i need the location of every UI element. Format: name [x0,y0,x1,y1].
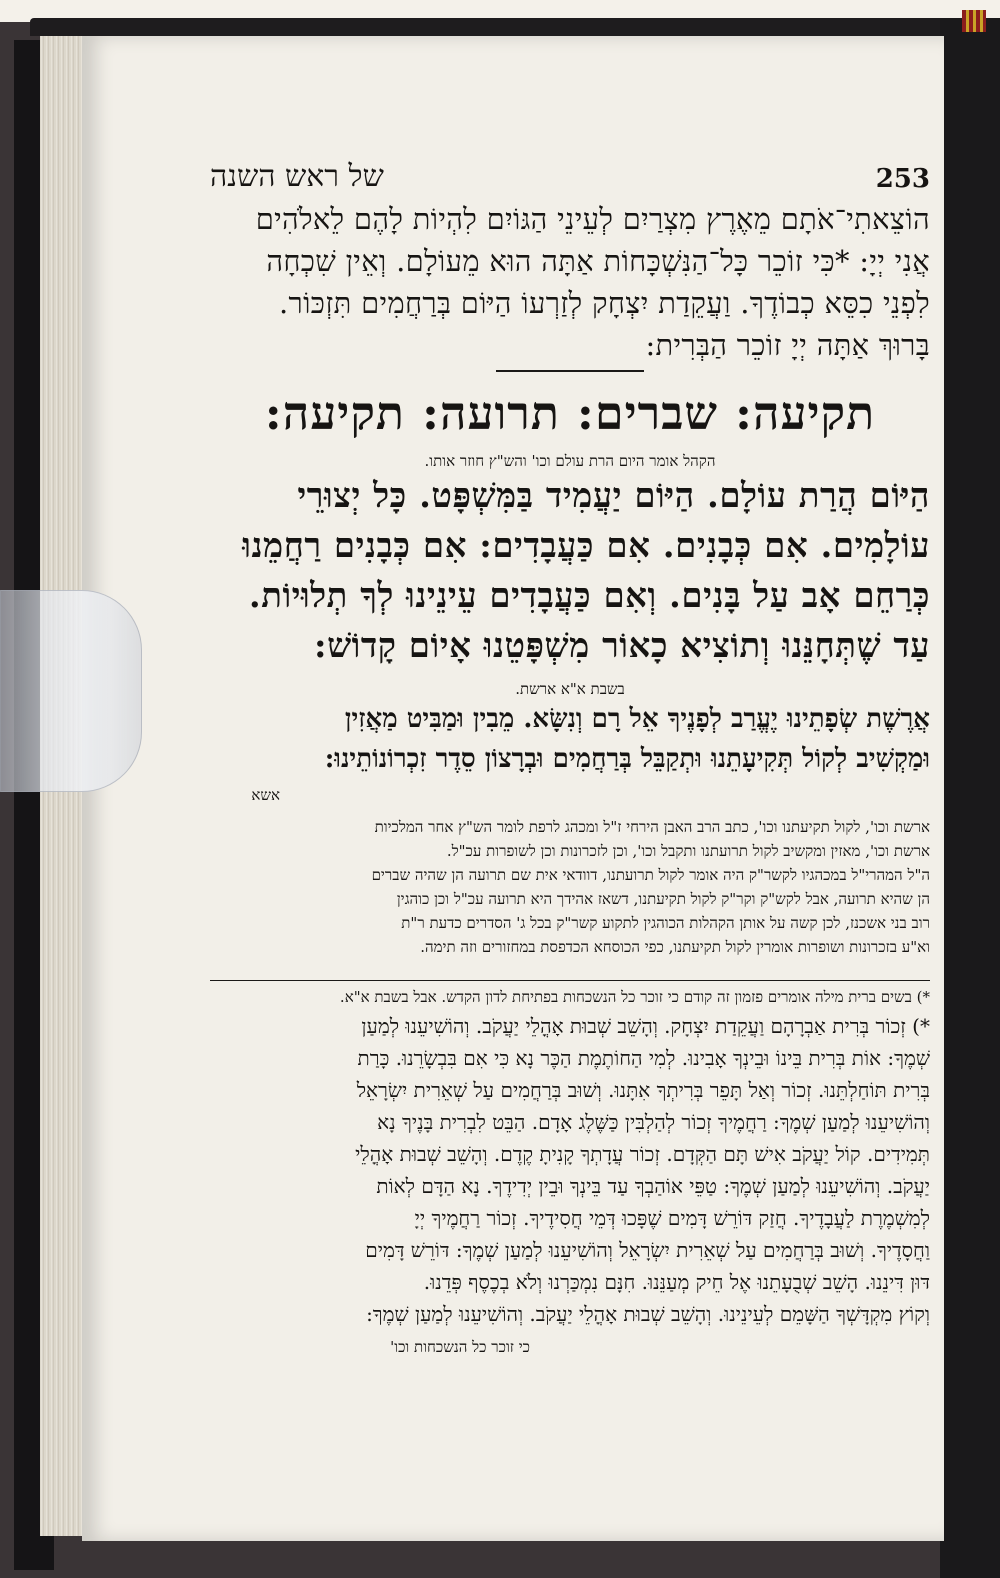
commentary-line: רוב בני אשכנז, לכן קשה על אותן הקהלות הכוהגין לתקוע קשר"ק בכל ג' הסדרים כדעת ר"ת [401,914,930,932]
footnote-line: וְהוֹשִׁיעֵנוּ לְמַעַן שְׁמֶךָ: רַחֲמֶיךָ זְכוֹר לְהַלְבִּין כַּשֶּׁלֶג אָדָם. הַבֵּט לִבְרִית בָּנֶיךָ נָא [377,1110,930,1134]
catchword: אשא [251,786,280,804]
footnote-line: יַעֲקֹב. וְהוֹשִׁיעֵנוּ לְמַעַן שְׁמֶךָ: טַפֵּי אוֹהַבְךָ עַד בֵּינְךָ וּבֵין יְדִידֶךָ. נָא הַדָּם לְאוֹת [376,1174,930,1198]
text-line: וּמַקְשִׁיב לְקוֹל תְּקִיעָתֵנוּ וּתְקַבֵּל בְּרַחֲמִים וּבְרָצוֹן סֵדֶר זִכְרוֹנוֹתֵינוּ: [324,744,930,774]
text-line: כְּרַחֵם אָב עַל בָּנִים. וְאִם כַּעֲבָדִים עֵינֵינוּ לְךָ תְלוּיוֹת. [248,576,930,616]
text-line: בָּרוּךְ אַתָּה יְיָ זוֹכֵר הַבְּרִית: [645,328,930,362]
commentary-line: הן שהיא תרועה, אבל לקש"ק וקר"ק לקול תקיעתנו, דשאז אהידך היא תרועה עכ"ל וכן כוהגין [396,890,930,908]
text-line: לִפְנֵי כִסֵּא כְבוֹדֶךָ. וַעֲקֵדַת יִצְחָק לְזַרְעוֹ הַיּוֹם בְּרַחֲמִים תִּזְכּוֹר. [279,286,930,320]
footnote-divider [210,980,930,981]
section-divider [496,370,644,372]
footnote-line: דּוּן דִּינֵנוּ. הָשֵׁב שְׁבֻעָתֵנוּ אֶל חֵיק מְעַנֵּנוּ. חִנָּם נִמְכַּרְנוּ וְלֹא בְכֶסֶף פְּדֵנוּ. [423,1270,930,1294]
book-cover-right [940,18,1000,1578]
shofar-title: תקיעה: שברים: תרועה: תקיעה: [264,386,876,440]
footnote-line: וְקוֹץ מִקְדָּשְׁךָ הַשָּׁמֵם לְעֵינֵינוּ. וְהָשֵׁב שְׁבוּת אָהֳלֵי יַעֲקֹב. וְהוֹשִׁיעֵנוּ לְמַעַן שְׁמֶךָ: [366,1302,930,1326]
running-title: של ראש השנה [210,159,384,194]
instruction-line: הקהל אומר היום הרת עולם וכו' והש"ץ חוזר אותו. [424,452,716,470]
page-number: 253 [875,164,930,194]
footnote-catchword: כי זוכר כל הנשכחות וכו' [390,1338,530,1356]
footnote-line: וַחֲסָדֶיךָ. וְשׁוּב בְּרַחֲמִים עַל שְׁאֵרִית יִשְׂרָאֵל וְהוֹשִׁיעֵנוּ לְמַעַן שְׁמֶךָ: דּוֹרֵשׁ דָּמִים [365,1238,930,1262]
footnote-header: *) בשים ברית מילה אומרים פזמון זה קודם כי זוכר כל הנשכחות בפתיחת לדון הקדש. אבל בשבת א"א. [339,988,930,1006]
instruction-line: בשבת א"א ארשת. [515,680,625,698]
bookmark-ribbon [962,10,986,32]
footnote-line: שְׁמֶךָ: אוֹת בְּרִית בֵּינוֹ וּבֵינְךָ אָבִינוּ. לְמִי הַחוֹתֶמֶת הַכֶּר נָא כִּי אִם בִּבְשָׂרֵנוּ. כָּרַת [357,1046,930,1070]
text-line: אֲרֶשֶׁת שְׂפָתֵינוּ יֶעֱרַב לְפָנֶיךָ אֵל רָם וְנִשָּׂא. מֵבִין וּמַבִּיט מַאֲזִין [344,704,930,734]
book-cover-top [30,18,960,36]
commentary-line: וא"ע בזכרונות ושופרות אומרין לקול תקיעתנו, כפי הכוסחא הכדפסת במחזורים וזה תימה. [420,938,930,956]
text-line: עוֹלָמִים. אִם כְּבָנִים. אִם כַּעֲבָדִים: אִם כְּבָנִים רַחֲמֵנוּ [242,526,930,566]
page-clip [0,590,142,792]
footnote-line: בְּרִית תּוֹחַלְתֵּנוּ. זְכוֹר וְאַל תָּפֵר בְּרִיתְךָ אִתָּנוּ. וְשׁוּב בְּרַחֲמִים עַל שְׁאֵרִית יִשְׂרָאֵל [356,1078,930,1102]
commentary-line: ארשת וכו', מאזין ומקשיב לקול תרועתנו ותקבל וכו', וכן לזכרונות וכן לשופרות עכ"ל. [446,842,930,860]
commentary-line: ה"ל המהרי"ל במכהגיו לקשר"ק היה אומר לקול תרועתנו, דוודאי אית שם תרועה הן שהיה שברים [371,866,930,884]
footnote-line: תְּמִידִים. קוֹל יַעֲקֹב אִישׁ תָּם הַקְּדָם. זְכוֹר עֲדָתְךָ קָנִיתָ קֶדֶם. וְהָשֵׁב שְׁבוּת אָהֳלֵי [355,1142,930,1166]
text-line: הַיּוֹם הֲרַת עוֹלָם. הַיּוֹם יַעֲמִיד בַּמִּשְׁפָּט. כָּל יְצוּרֵי [297,476,930,516]
text-line: אֲנִי יְיָ: *כִּי זוֹכֵר כָּל־הַנִּשְׁכָּחוֹת אַתָּה הוּא מֵעוֹלָם. וְאֵין שִׁכְחָה [266,244,930,278]
commentary-line: ארשת וכו', לקול תקיעתנו וכו', כתב הרב האבן הירחי ז"ל ומכהג לרפת לומר הש"ץ אחר המלכיות [374,818,930,836]
text-line: הוֹצֵאתִי־אֹתָם מֵאֶרֶץ מִצְרַיִם לְעֵינֵי הַגּוֹיִם לִהְיוֹת לָהֶם לֵאלֹהִים [255,202,930,236]
page-header [210,150,930,194]
text-line: עַד שֶׁתְּחָנֵּנוּ וְתוֹצִיא כָאוֹר מִשְׁפָּטֵנוּ אָיוֹם קָדוֹשׁ: [314,626,930,666]
footnote-line: *) זְכוֹר בְּרִית אַבְרָהָם וַעֲקֵדַת יִצְחָק. וְהָשֵׁב שְׁבוּת אָהֳלֵי יַעֲקֹב. וְהוֹשִׁיעֵנוּ לְמַעַן [361,1014,930,1038]
footnote-line: לְמִשְׁמֶרֶת לַעֲבָדֶיךָ. חֲזַק דּוֹרֵשׁ דָּמִים שֶׁפָּכוּ דְּמֵי חֲסִידֶיךָ. זְכוֹר רַחֲמֶיךָ יְיָ [414,1206,930,1230]
